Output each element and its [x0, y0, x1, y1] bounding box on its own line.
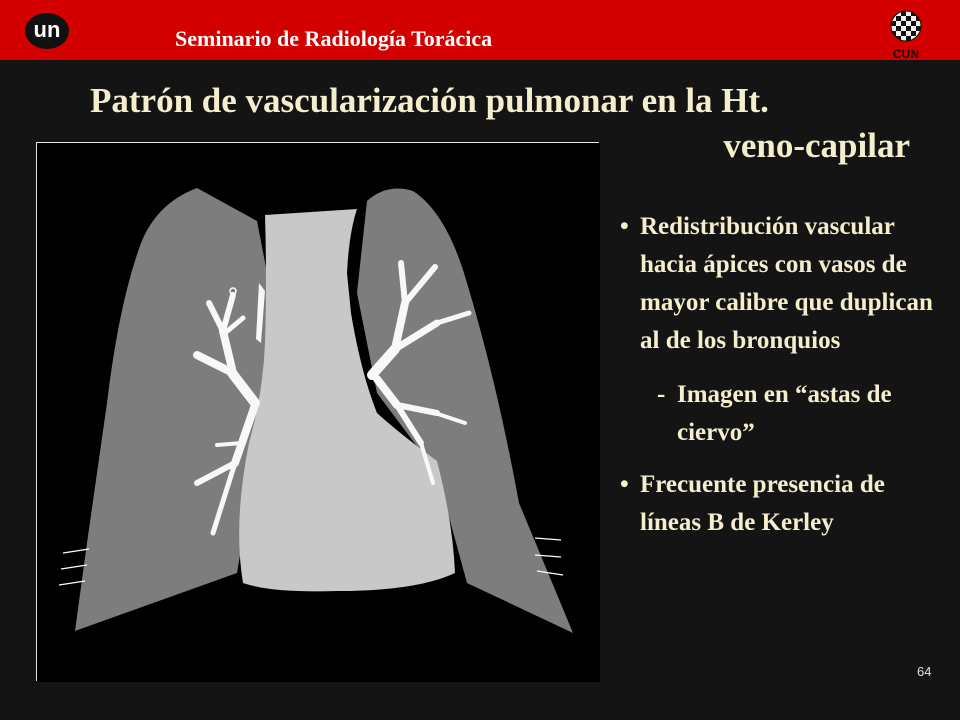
cun-logo	[882, 8, 934, 62]
bullet-item	[620, 208, 950, 360]
bullet-text: Redistribución vascular hacia ápices con vasos de mayor calibre que duplican al de los bronquios	[640, 213, 933, 354]
sub-bullet-text: Imagen en “astas de ciervo”	[677, 381, 892, 446]
bullet-text: Frecuente presencia de líneas B de Kerley	[640, 471, 885, 536]
title-line-1: Patrón de vascularización pulmonar en la Ht.	[90, 81, 769, 120]
svg-text:CUN: CUN	[893, 47, 919, 61]
bullet-list	[620, 208, 950, 542]
bullet-marker: •	[620, 471, 629, 498]
page-number: 64	[917, 664, 932, 679]
chest-xray-figure	[36, 142, 599, 681]
title-line-2: veno-capilar	[723, 126, 910, 165]
seminar-title: Seminario de Radiología Torácica	[175, 26, 493, 51]
chest-xray-schematic-icon	[37, 143, 600, 682]
sub-bullet-item	[620, 376, 950, 452]
bullet-marker: •	[620, 213, 629, 240]
bullet-item	[620, 466, 950, 542]
sub-bullet-marker: -	[657, 381, 666, 408]
un-logo: un	[25, 13, 69, 49]
